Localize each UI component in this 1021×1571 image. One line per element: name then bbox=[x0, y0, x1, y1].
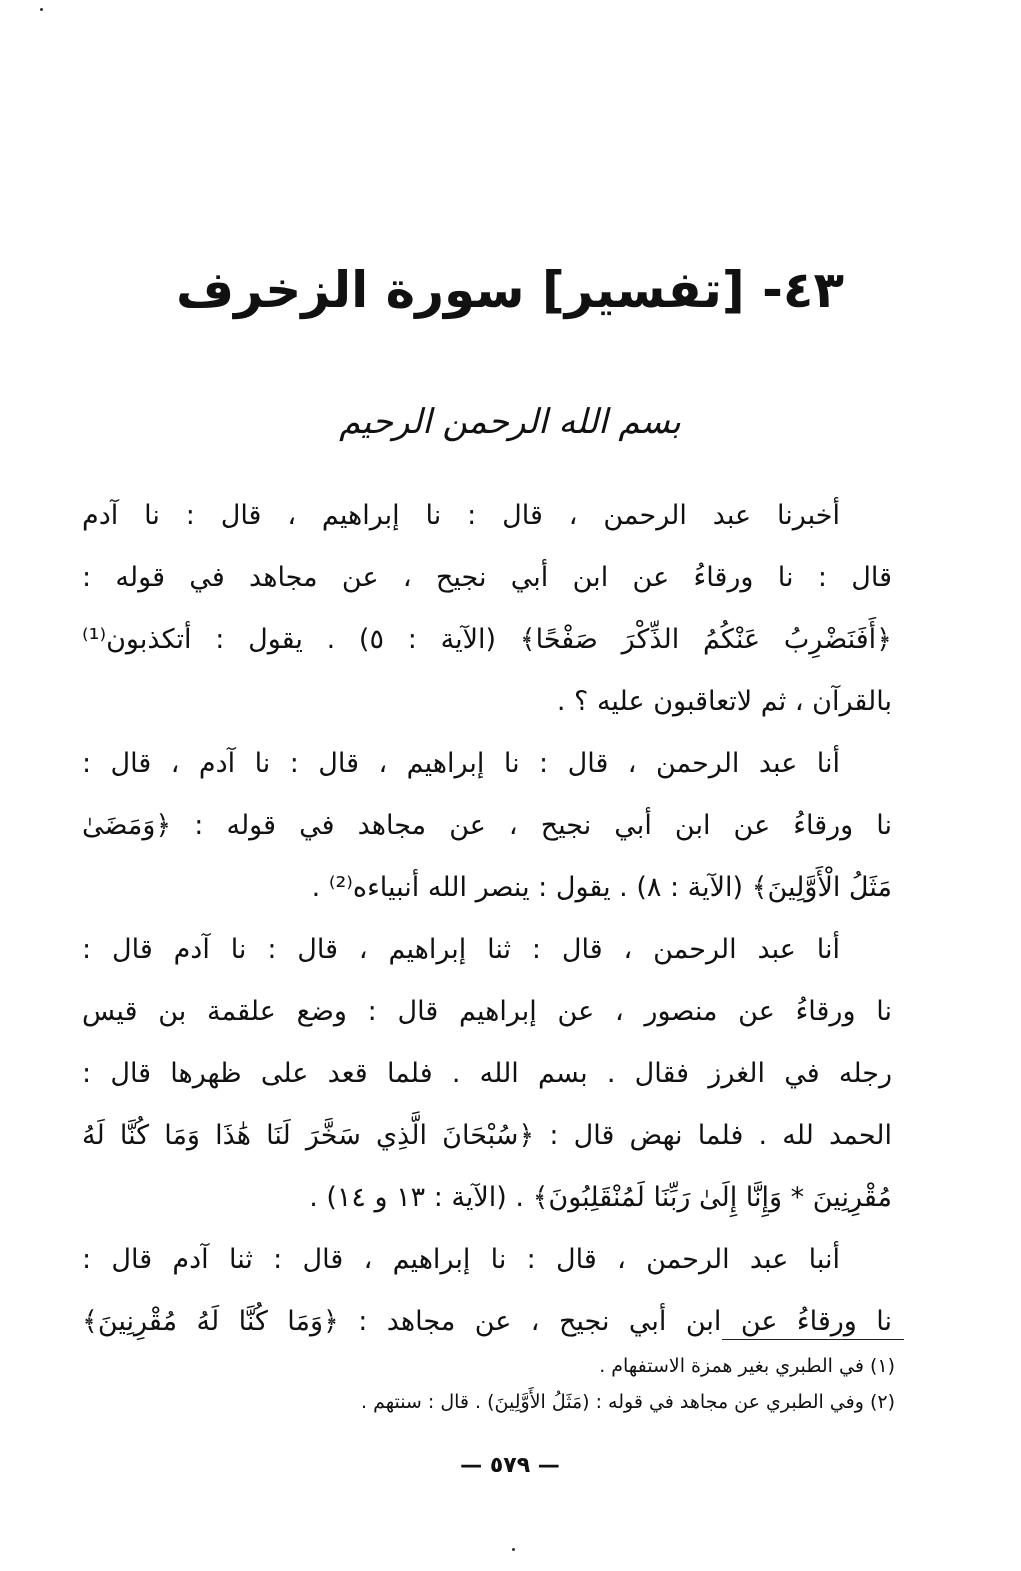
text-line: أخبرنا عبد الرحمن ، قال : نا إبراهيم ، قال : نا آدم bbox=[82, 500, 840, 531]
scan-speck bbox=[512, 1548, 515, 1551]
text-line: الحمد لله . فلما نهض قال : ﴿سُبْحَانَ الَّذِي سَخَّرَ لَنَا هَٰذَا وَمَا كُنَّا لَهُ bbox=[82, 1120, 892, 1151]
surah-title: ٤٣- [تفسير] سورة الزخرف bbox=[176, 261, 844, 319]
page-number: — ٥٧٩ — bbox=[460, 1453, 560, 1478]
text-line: ﴿أَفَنَضْرِبُ عَنْكُمُ الذِّكْرَ صَفْحًا﴾ (الآية : ٥) . يقول : أتكذبون⁽¹⁾ bbox=[82, 624, 892, 655]
body-text bbox=[82, 485, 892, 1353]
basmala: بسم الله الرحمن الرحيم bbox=[339, 402, 681, 442]
text-line: مُقْرِنِينَ * وَإِنَّا إِلَىٰ رَبِّنَا لَمُنْقَلِبُونَ﴾ . (الآية : ١٣ و ١٤) . bbox=[309, 1182, 892, 1213]
text-line: أنبا عبد الرحمن ، قال : نا إبراهيم ، قال : ثنا آدم قال : bbox=[82, 1244, 840, 1275]
text-line: مَثَلُ الْأَوَّلِينَ﴾ (الآية : ٨) . يقول : ينصر الله أنبياءه⁽²⁾ . bbox=[311, 872, 892, 903]
text-line: بالقرآن ، ثم لاتعاقبون عليه ؟ . bbox=[556, 686, 892, 717]
text-line: قال : نا ورقاءُ عن ابن أبي نجيح ، عن مجاهد في قوله : bbox=[82, 562, 892, 593]
text-line: رجله في الغرز فقال . بسم الله . فلما قعد على ظهرها قال : bbox=[82, 1058, 892, 1089]
footnote-divider bbox=[722, 1339, 904, 1340]
footnotes bbox=[120, 1348, 895, 1420]
text-line: أنا عبد الرحمن ، قال : نا إبراهيم ، قال : نا آدم ، قال : bbox=[82, 748, 840, 779]
text-line: نا ورقاءُ عن ابن أبي نجيح ، عن مجاهد في قوله : ﴿وَمَضَىٰ bbox=[82, 810, 892, 841]
footnote-1: (١) في الطبري بغير همزة الاستفهام . bbox=[599, 1355, 895, 1377]
scan-speck bbox=[40, 8, 43, 11]
footnote-2: (٢) وفي الطبري عن مجاهد في قوله : (مَثَلُ الأَوَّلِينَ) . قال : سنتهم . bbox=[360, 1391, 895, 1413]
text-line: أنا عبد الرحمن ، قال : ثنا إبراهيم ، قال : نا آدم قال : bbox=[82, 934, 840, 965]
text-line: نا ورقاءُ عن ابن أبي نجيح ، عن مجاهد : ﴿وَمَا كُنَّا لَهُ مُقْرِنِينَ﴾ bbox=[82, 1306, 892, 1337]
text-line: نا ورقاءُ عن منصور ، عن إبراهيم قال : وضع علقمة بن قيس bbox=[82, 996, 892, 1027]
